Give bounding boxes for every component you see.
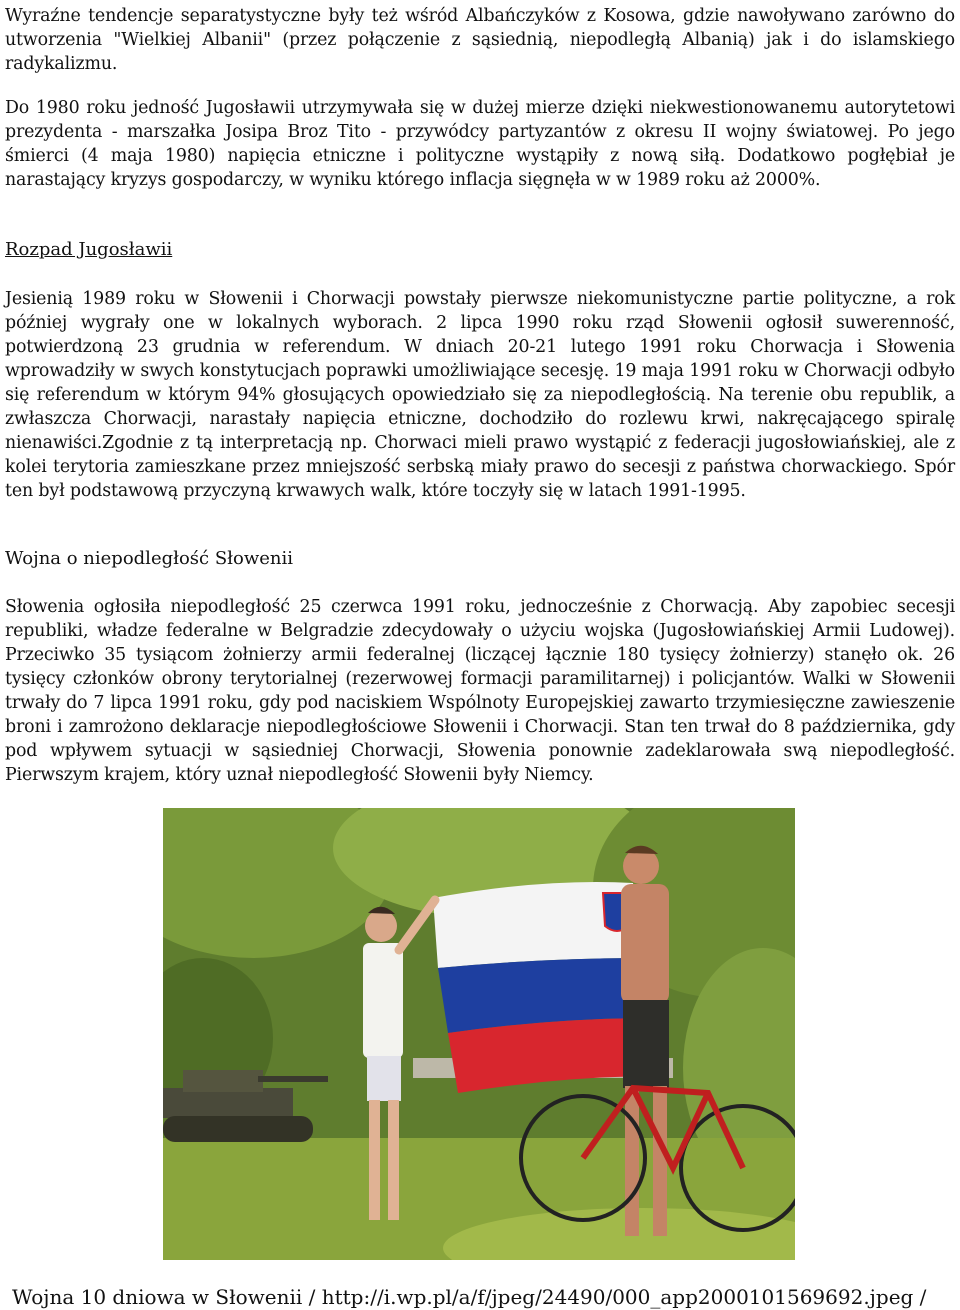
paragraph-albania: Wyraźne tendencje separatystyczne były też wśród Albańczyków z Kosowa, gdzie nawoływano zarówno do utworzenia "Wielkiej Albanii" (przez połączenie z sąsiednią, niepodległą Albanią) jak i do islamskiego radykalizmu. [5, 6, 955, 74]
paragraph-rozpad: Jesienią 1989 roku w Słowenii i Chorwacji powstały pierwsze niekomunistyczne partie polityczne, a rok później wygrały one w lokalnych wyborach. 2 lipca 1990 roku rząd Słowenii ogłosił suwerenność, potwierdzoną 23 grudnia w referendum. W dniach 20-21 lutego 1991 roku Chorwacja i Słowenia wprowadziły w swych konstytucjach poprawki umożliwiające secesję. 19 maja 1991 roku w Chorwacji odbyło się referendum w którym 94% głosujących opowiedziało się za niepodległością. Na terenie obu republik, a zwłaszcza Chorwacji, narastały napięcia etniczne, dochodziło do rozlewu krwi, nakręcającego spiralę nienawiści.Zgodnie z tą interpretacją np. Chorwaci mieli prawo wystąpić z federacji jugosłowiańskiej, ale z kolei terytoria zamieszkane przez mniejszość serbską miały prawo do secesji z państwa chorwackiego. Spór ten był podstawową przyczyną krwawych walk, które toczyły się w latach 1991-1995. [5, 289, 955, 501]
photo-caption: Wojna 10 dniowa w Słowenii / http://i.wp.pl/a/f/jpeg/24490/000_app2000101569692.jpeg / [12, 1285, 927, 1309]
photo-image-icon [163, 808, 795, 1260]
photo-slovenian-flag [163, 808, 795, 1260]
paragraph-tito: Do 1980 roku jedność Jugosławii utrzymywała się w dużej mierze dzięki niekwestionowanemu autorytetowi prezydenta - marszałka Josipa Broz Tito - przywódcy partyzantów z okresu II wojny światowej. Po jego śmierci (4 maja 1980) napięcia etniczne i polityczne wystąpiły z nową siłą. Dodatkowo pogłębiał je narastający kryzys gospodarczy, w wyniku którego inflacja sięgnęła w w 1989 roku aż 2000%. [5, 98, 955, 190]
heading-rozpad-jugoslawii[interactable]: Rozpad Jugosławii [5, 239, 173, 260]
heading-wojna-slowenia: Wojna o niepodległość Słowenii [5, 548, 293, 569]
paragraph-wojna: Słowenia ogłosiła niepodległość 25 czerwca 1991 roku, jednocześnie z Chorwacją. Aby zapobiec secesji republiki, władze federalne w Belgradzie zdecydowały o użyciu wojska (Jugosłowiańskiej Armii Ludowej). Przeciwko 35 tysiącom żołnierzy armii federalnej (liczącej łącznie 180 tysięcy żołnierzy) stanęło ok. 26 tysięcy członków obrony terytorialnej (rezerwowej formacji paramilitarnej) i policjantów. Walki w Słowenii trwały do 7 lipca 1991 roku, gdy pod naciskiem Wspólnoty Europejskiej zawarto trzymiesięczne zawieszenie broni i zamrożono deklaracje niepodległościowe Słowenii i Chorwacji. Stan ten trwał do 8 października, gdy pod wpływem sytuacji w sąsiedniej Chorwacji, Słowenia ponownie zadeklarowała swą niepodległość. Pierwszym krajem, który uznał niepodległość Słowenii były Niemcy. [5, 597, 955, 785]
